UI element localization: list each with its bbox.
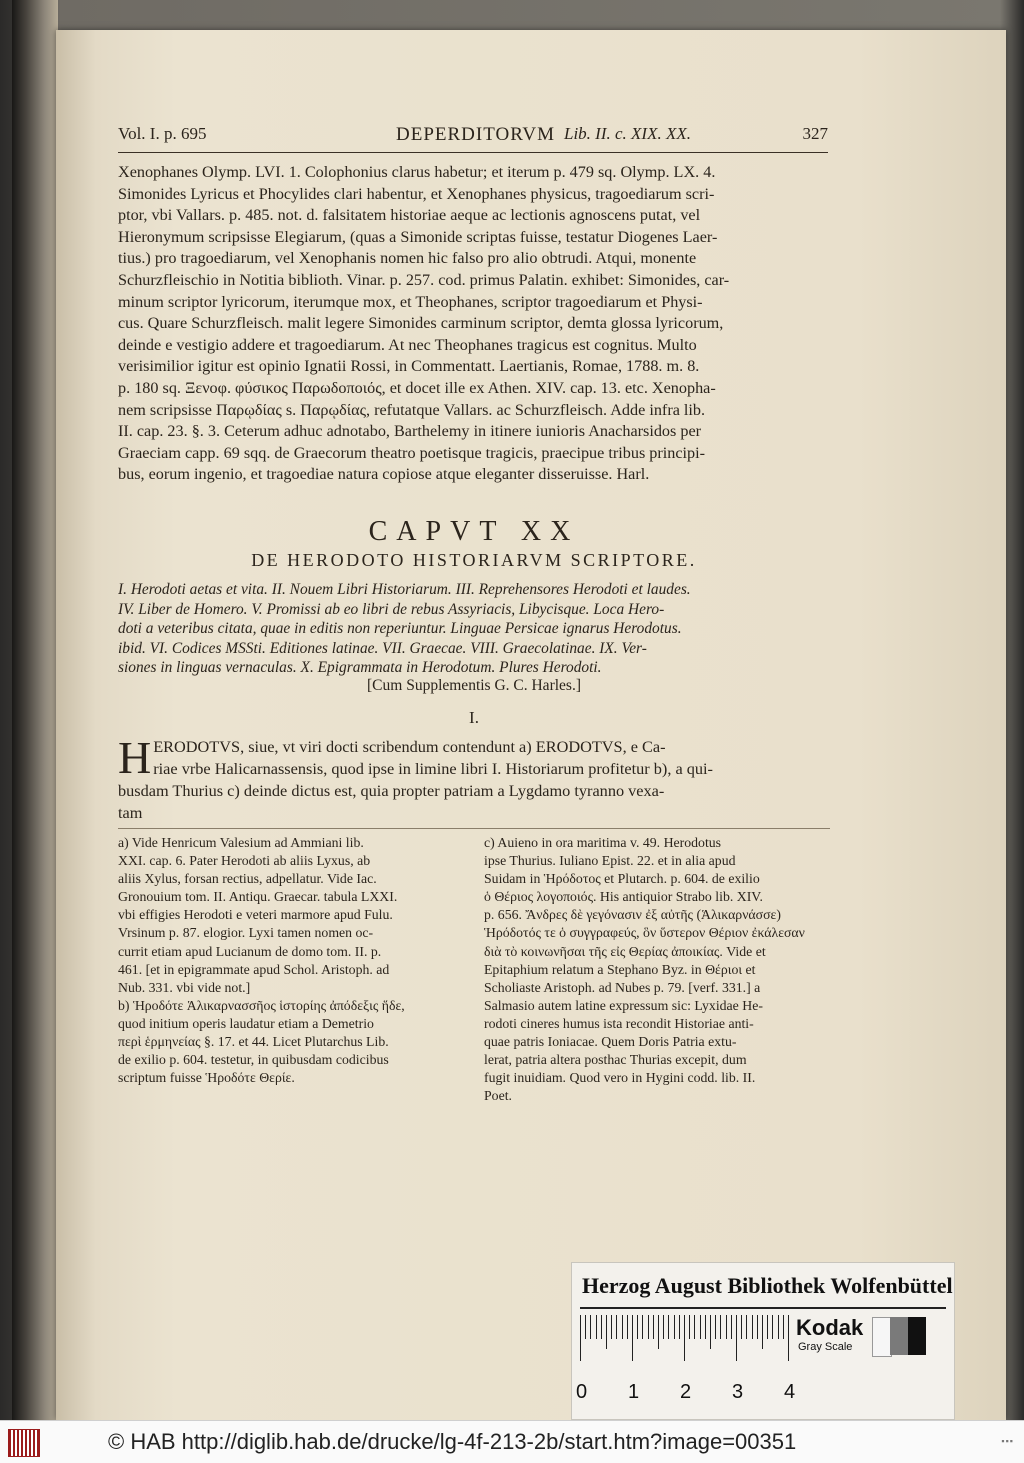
drop-capital: H [118, 732, 152, 783]
main-paragraph [118, 732, 830, 824]
summary-line: I. Herodoti aetas et vita. II. Nouem Libri Historiarum. III. Reprehensores Herodoti et laudes. [118, 581, 691, 598]
continuation-text [118, 162, 830, 486]
running-header [118, 124, 828, 150]
footnote-line: b) Ἡροδότε Ἁλικαρνασσῆος ἱστορίης ἀπόδεξις ἥδε, [118, 997, 405, 1013]
supplement-note: [Cum Supplementis G. C. Harles.] [367, 677, 581, 694]
footnote-line: p. 656. Ἄνδρες δὲ γεγόνασιν ἐξ αὐτῆς (Ἁλικαρνάσσε) [484, 907, 781, 923]
ruler-tick [731, 1315, 732, 1339]
ruler-tick [720, 1315, 721, 1339]
library-label-card [571, 1262, 955, 1420]
gray-swatch-mid [890, 1317, 908, 1355]
paragraph-line: tam [118, 803, 143, 822]
text-line: verisimilior igitur est opinio Ignatii Rossi, in Commentatt. Laertianis, Romae, 1788. m. 8. [118, 357, 700, 376]
copyright-link[interactable]: © HAB http://diglib.hab.de/drucke/lg-4f-213-2b/start.htm?image=00351 [108, 1429, 797, 1454]
ruler-tick [611, 1315, 612, 1339]
text-line: deinde e vestigio addere et tragoediarum. At nec Theophanes tragicus est cognitus. Multo [118, 335, 697, 354]
ruler-tick [622, 1315, 623, 1339]
ruler-tick [710, 1315, 711, 1349]
footnote-line: Poet. [484, 1088, 512, 1104]
ruler-tick [778, 1315, 779, 1339]
footer-marker-icon: ▪▪▪ [1001, 1436, 1014, 1446]
text-line: nem scripsisse Παρῳδίας s. Παρῳδίας, refutatque Vallars. ac Schurzfleisch. Adde infra lib. [118, 400, 706, 419]
footnote-line: Vrsinum p. 87. elogior. Lyxi tamen nomen oc- [118, 925, 374, 941]
ruler-tick [679, 1315, 680, 1339]
text-line: p. 180 sq. Ξενοφ. φύσικος Παρωδοποιός, et docet ille ex Athen. XIV. cap. 13. etc. Xenopha- [118, 378, 716, 397]
ruler-number: 2 [680, 1381, 692, 1403]
footnote-line: Nub. 331. vbi vide not.] [118, 979, 251, 995]
ruler-tick [632, 1315, 633, 1361]
ruler-tick [606, 1315, 607, 1349]
footnote-line: διὰ τὸ κοινωνῆσαι τῆς εἰς Θερίας ἀποικίας. Vide et [484, 943, 766, 959]
ruler-tick [783, 1315, 784, 1339]
footnotes-left-column [118, 834, 462, 1087]
ruler-tick [616, 1315, 617, 1339]
footnote-line: Gronouium tom. II. Antiqu. Graecar. tabula LXXI. [118, 889, 398, 905]
footnote-line: περὶ ἑρμηνείας §. 17. et 44. Licet Plutarchus Lib. [118, 1034, 389, 1050]
ruler-numbers [576, 1381, 796, 1411]
kodak-brand: Kodak [796, 1315, 864, 1340]
footnote-line: Ἡρόδοτός τε ὁ συγγραφεύς, ὃν ὕστερον Θέριον ἐκάλεσαν [484, 925, 805, 941]
ruler-tick [684, 1315, 685, 1361]
running-title: DEPERDITORVM [396, 124, 555, 145]
text-line: tius.) pro tragoediarum, vel Xenophanis nomen hic falso pro alio obtrudi. Atqui, monente [118, 249, 697, 268]
footnote-line: quod initium operis laudatur etiam a Demetrio [118, 1015, 374, 1031]
footnote-line: quae patris Ioniacae. Quem Doris Patria extu- [484, 1034, 737, 1050]
text-line: Graeciam capp. 69 sqq. de Graecorum theatro poetisque tragicis, praecipue tribus principi- [118, 443, 706, 462]
ruler-tick [736, 1315, 737, 1361]
summary-line: ibid. VI. Codices MSSti. Editiones latinae. VII. Graecae. VIII. Graecolatinae. IX. Ver- [118, 639, 647, 657]
footnote-rule [118, 828, 830, 829]
footnote-line: scriptum fuisse Ἡροδότε Θερίε. [118, 1070, 295, 1086]
measurement-ruler [580, 1315, 790, 1365]
ruler-tick [726, 1315, 727, 1339]
text-line: minum scriptor lyricorum, iterumque mox, et Theophanes, scriptor tragoediarum et Physi- [118, 292, 703, 311]
footnote-line: a) Vide Henricum Valesium ad Ammiani lib. [118, 835, 364, 850]
ruler-tick [580, 1315, 581, 1361]
ruler-tick [705, 1315, 706, 1339]
ruler-tick [627, 1315, 628, 1339]
page-number: 327 [802, 124, 828, 143]
ruler-tick [653, 1315, 654, 1339]
ruler-tick [689, 1315, 690, 1339]
paragraph-line: busdam Thurius c) deinde dictus est, quia propter patriam a Lygdamo tyranno vexa- [118, 781, 665, 800]
footnotes-right-column [484, 834, 828, 1105]
label-divider [580, 1307, 946, 1309]
footnote-line: c) Auieno in ora maritima v. 49. Herodotus [484, 835, 722, 850]
footnote-line: Scholiaste Aristoph. ad Nubes p. 79. [verf. 331.] a [484, 979, 761, 995]
text-line: Schurzfleischio in Notitia biblioth. Vinar. p. 257. cod. primus Palatin. exhibet: Simonides, car- [118, 270, 730, 289]
ruler-tick [767, 1315, 768, 1339]
chapter-summary [118, 580, 830, 678]
ruler-tick [762, 1315, 763, 1349]
ruler-number: 0 [576, 1381, 588, 1403]
ruler-tick [637, 1315, 638, 1339]
ruler-tick [642, 1315, 643, 1339]
summary-line: doti a veteribus citata, quae in editis non reperiuntur. Linguae Persicae ignarus Herodotus. [118, 620, 682, 637]
chapter-subtitle: DE HERODOTO HISTORIARVM SCRIPTORE. [251, 550, 697, 570]
ruler-tick [752, 1315, 753, 1339]
ruler-tick [757, 1315, 758, 1339]
ruler-tick [772, 1315, 773, 1339]
gray-swatch-black [908, 1317, 926, 1355]
text-line: ptor, vbi Vallars. p. 485. not. d. falsitatem historiae aeque ac lectionis agnoscens putat, vel [118, 206, 701, 225]
ruler-tick [741, 1315, 742, 1339]
book-chapter-ref: Lib. II. c. XIX. XX. [564, 124, 691, 143]
ruler-tick [648, 1315, 649, 1339]
footnote-line: Epitaphium relatum a Stephano Byz. in Θέριοι et [484, 961, 756, 977]
footnote-line: rodoti cineres humus ista recondit Historiae anti- [484, 1015, 754, 1031]
library-name: Herzog August Bibliothek Wolfenbüttel [582, 1273, 953, 1298]
ruler-tick [668, 1315, 669, 1339]
ruler-tick [715, 1315, 716, 1339]
text-line: II. cap. 23. §. 3. Ceterum adhuc adnotabo, Barthelemy in itinere iunioris Anacharsidos per [118, 422, 702, 441]
ruler-tick [663, 1315, 664, 1339]
text-line: cus. Quare Schurzfleisch. malit legere Simonides carminum scriptor, demta glossa lyricorum, [118, 314, 724, 333]
summary-line: siones in linguas vernaculas. X. Epigrammata in Herodotum. Plures Herodoti. [118, 659, 602, 676]
text-line: bus, eorum ingenio, et tragoediae natura copiose atque eleganter disseruisse. Harl. [118, 465, 650, 484]
ruler-tick [590, 1315, 591, 1339]
footnote-line: de exilio p. 604. testetur, in quibusdam codicibus [118, 1052, 389, 1068]
footnote-line: Salmasio autem latine expressum sic: Lyxidae He- [484, 997, 763, 1013]
book-spine-edge [12, 0, 58, 1420]
footnote-line: lerat, patria altera posthac Thurias excepit, dum [484, 1052, 747, 1068]
viewer-footer [0, 1420, 1024, 1463]
chapter-title: CAPVT XX [368, 516, 580, 547]
header-rule [118, 152, 828, 153]
paragraph-line: ERODOTVS, siue, vt viri docti scribendum contendunt a) ERODOTVS, e Ca- [153, 737, 666, 756]
footnote-line: fugit inuidiam. Quod vero in Hygini codd. lib. II. [484, 1070, 756, 1086]
ruler-tick [658, 1315, 659, 1349]
footnote-line: 461. [et in epigrammate apud Schol. Aristoph. ad [118, 961, 390, 977]
summary-line: IV. Liber de Homero. V. Promissi ab eo libri de rebus Assyriacis, Libycisque. Loca Hero- [118, 600, 665, 618]
ruler-tick [596, 1315, 597, 1339]
section-numeral: I. [469, 708, 479, 727]
footnote-line: Suidam in Ἡρόδοτος et Plutarch. p. 604. de exilio [484, 871, 760, 887]
volume-reference: Vol. I. p. 695 [118, 124, 207, 143]
hab-logo-icon [8, 1429, 40, 1457]
ruler-number: 3 [732, 1381, 744, 1403]
footnote-line: ὁ Θέριος λογοποιός. His antiquior Strabo lib. XIV. [484, 889, 763, 905]
footnote-line: currit etiam apud Lucianum de domo tom. II. p. [118, 943, 382, 959]
text-line: Simonides Lyricus et Phocylides clari habentur, et Xenophanes physicus, tragoediarum scri- [118, 184, 715, 203]
ruler-tick [746, 1315, 747, 1339]
ruler-tick [674, 1315, 675, 1339]
text-line: Hieronymum scripsisse Elegiarum, (quas a Simonide scriptas fuisse, testatur Diogenes Laer- [118, 227, 718, 246]
paragraph-line: riae vrbe Halicarnassensis, quod ipse in limine libri I. Historiarum profitetur b), a qui- [153, 759, 713, 778]
ruler-tick [694, 1315, 695, 1339]
footnote-line: ipse Thurius. Iuliano Epist. 22. et in alia apud [484, 853, 736, 869]
ruler-tick [700, 1315, 701, 1339]
ruler-tick [585, 1315, 586, 1339]
footnote-line: vbi effigies Herodoti e veteri marmore apud Fulu. [118, 907, 393, 923]
ruler-number: 4 [784, 1381, 796, 1403]
ruler-tick [788, 1315, 789, 1361]
ruler-tick [601, 1315, 602, 1339]
gray-swatch-white [872, 1317, 892, 1357]
ruler-number: 1 [628, 1381, 640, 1403]
footnote-line: XXI. cap. 6. Pater Herodoti ab aliis Lyxus, ab [118, 853, 371, 869]
text-line: Xenophanes Olymp. LVI. 1. Colophonius clarus habetur; et iterum p. 479 sq. Olymp. LX. 4. [118, 163, 716, 181]
gray-scale-label: Gray Scale [798, 1341, 853, 1353]
footnote-line: aliis Xylus, forsan rectius, adpellatur. Vide Iac. [118, 871, 377, 887]
